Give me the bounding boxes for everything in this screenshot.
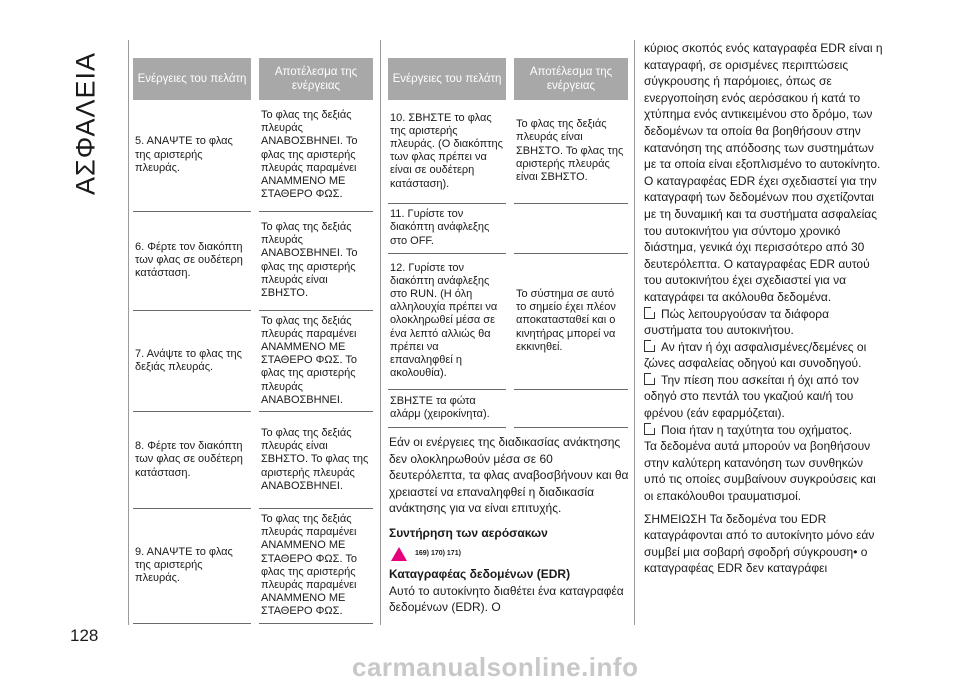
edr-description: κύριος σκοπός ενός καταγραφέα EDR είναι η καταγραφή, σε ορισμένες περιπτώσεις σύγκρουσης ή παρόμοιες, όπως σε ενεργοποίηση ενός αερόσακου ή κατά το χτύπημα ενός αντικειμένου στο δρόμο, των δεδομένων τα οποία θα βοηθήσουν στην κατανόηση της απόδοσης των συστημάτων με τα οποία είναι εξοπλισμένο το αυτοκίνητο. Ο καταγραφέας EDR έχει σχεδιαστεί για την καταγραφή των δεδομένων που σχετίζονται με τη δυναμική και τα συστήματα ασφαλείας του αυτοκινήτου για σύντομο χρονικό διάστημα, γενικά όχι περισσότερο από 30 δευτερόλεπτα. Ο καταγραφέας EDR αυτού του αυτοκινήτου έχει σχεδιαστεί για να καταγράφει τα ακόλουθα δεδομένα. bbox=[644, 41, 883, 304]
edr-bullet-item: Πώς λειτουργούσαν τα διάφορα συστήματα του αυτοκινήτου. bbox=[644, 306, 830, 338]
table-cell-result: Το φλας της δεξιάς πλευράς είναι ΣΒΗΣΤΟ. Το φλας της αριστερής πλευράς ΑΝΑΒΟΣΒΗΝΕΙ. bbox=[255, 411, 373, 508]
watermark: carmanualsonline.info bbox=[352, 652, 639, 682]
table-row bbox=[133, 411, 373, 508]
table-cell-result: Το φλας της δεξιάς πλευράς παραμένει ΑΝΑΜΜΕΝΟ ΜΕ ΣΤΑΘΕΡΟ ΦΩΣ. Το φλας της αριστερής πλευράς ΑΝΑΒΟΣΒΗΝΕΙ. bbox=[255, 310, 373, 411]
table-cell-result: Το φλας της δεξιάς πλευράς είναι ΣΒΗΣΤΟ. Το φλας της αριστερής πλευράς είναι ΣΒΗΣΤΟ. bbox=[510, 100, 628, 203]
table-row bbox=[133, 508, 373, 623]
checkbox-bullet-icon bbox=[644, 340, 655, 352]
table-cell-action: 10. ΣΒΗΣΤΕ το φλας της αριστερής πλευράς. (Ο διακόπτης των φλας πρέπει να είναι σε ουδέτερη κατάσταση). bbox=[388, 100, 510, 203]
right-column-text bbox=[644, 40, 886, 577]
table-cell-result: Το σύστημα σε αυτό το σημείο έχει πλέον αποκατασταθεί και ο κινητήρας μπορεί να εκκινηθεί. bbox=[510, 253, 628, 389]
table-row bbox=[133, 100, 373, 211]
edr-bullet-item: Ποια ήταν η ταχύτητα του οχήματος. bbox=[644, 422, 886, 439]
checkbox-bullet-icon bbox=[644, 423, 655, 435]
table-cell-action: 9. ΑΝΑΨΤΕ το φλας της αριστερής πλευράς. bbox=[133, 508, 255, 623]
table-cell-action: ΣΒΗΣΤΕ τα φώτα αλάρμ (χειροκίνητα). bbox=[388, 389, 510, 427]
table-cell-action: 12. Γυρίστε τον διακόπτη ανάφλεξης στο RUN. (Η όλη αλληλουχία πρέπει να ολοκληρωθεί μέσα σε ένα λεπτό αλλιώς θα πρέπει να επαναληφθεί η ακολουθία). bbox=[388, 253, 510, 389]
section-title: ΑΣΦΑΛΕΙΑ bbox=[70, 51, 101, 195]
table-row bbox=[388, 253, 628, 389]
table1-header-result: Αποτέλεσμα της ενέργειας bbox=[255, 58, 373, 100]
warning-reference-numbers: 169) 170) 171) bbox=[415, 549, 461, 557]
table-cell-result: Το φλας της δεξιάς πλευράς ΑΝΑΒΟΣΒΗΝΕΙ. Το φλας της αριστερής πλευράς παραμένει ΑΝΑΜΜΕΝΟ ΜΕ ΣΤΑΘΕΡΟ ΦΩΣ. bbox=[255, 100, 373, 211]
edr-note: ΣΗΜΕΙΩΣΗ Τα δεδομένα του EDR καταγράφονται από το αυτοκίνητο μόνο εάν συμβεί μια σοβαρή σφοδρή σύγκρουση• ο καταγραφέας EDR δεν καταγράφει bbox=[644, 511, 875, 576]
table-row bbox=[388, 389, 628, 427]
edr-intro: Αυτό το αυτοκίνητο διαθέτει ένα καταγραφέα δεδομένων (EDR). Ο bbox=[389, 583, 624, 615]
table-cell-result bbox=[510, 203, 628, 253]
edr-benefit-paragraph: Τα δεδομένα αυτά μπορούν να βοηθήσουν στην καλύτερη κατανόηση των συνθηκών υπό τις οποίες συμβαίνουν συγκρούσεις και οι επακόλουθοι τραυματισμοί. bbox=[644, 439, 876, 504]
left-divider bbox=[128, 40, 129, 625]
table2-header-result: Αποτέλεσμα της ενέργειας bbox=[510, 58, 628, 100]
middle-text bbox=[389, 434, 629, 616]
warning-triangle-icon bbox=[391, 547, 407, 561]
checkbox-bullet-icon bbox=[644, 373, 655, 385]
right-divider bbox=[634, 40, 635, 625]
table-row bbox=[388, 203, 628, 253]
edr-bullet-item: Την πίεση που ασκείται ή όχι από τον οδηγό στο πεντάλ του γκαζιού και/ή του φρένου (εάν εφαρμόζεται). bbox=[644, 372, 859, 421]
warning-references bbox=[391, 546, 629, 563]
table2-header-action: Ενέργειες του πελάτη bbox=[388, 58, 510, 100]
table-row bbox=[388, 100, 628, 203]
table-cell-action: 5. ΑΝΑΨΤΕ το φλας της αριστερής πλευράς. bbox=[133, 100, 255, 211]
edr-bullet-item: Αν ήταν ή όχι ασφαλισμένες/δεμένες οι ζώνες ασφαλείας οδηγού και συνοδηγού. bbox=[644, 339, 867, 371]
recovery-note-paragraph: Εάν οι ενέργειες της διαδικασίας ανάκτησης δεν ολοκληρωθούν μέσα σε 60 δευτερόλεπτα, τα φλας αναβοσβήνουν και θα χρειαστεί να επαναληφθεί η διαδικασία ανάκτησης για να είναι επιτυχής. bbox=[389, 435, 629, 516]
middle-divider bbox=[380, 40, 381, 625]
table-cell-result: Το φλας της δεξιάς πλευράς παραμένει ΑΝΑΜΜΕΝΟ ΜΕ ΣΤΑΘΕΡΟ ΦΩΣ. Το φλας της αριστερής πλευράς παραμένει ΑΝΑΜΜΕΝΟ ΜΕ ΣΤΑΘΕΡΟ ΦΩΣ. bbox=[255, 508, 373, 623]
table-cell-result: Το φλας της δεξιάς πλευράς ΑΝΑΒΟΣΒΗΝΕΙ. Το φλας της αριστερής πλευράς είναι ΣΒΗΣΤΟ. bbox=[255, 211, 373, 310]
table-cell-action: 7. Ανάψτε το φλας της δεξιάς πλευράς. bbox=[133, 310, 255, 411]
table-cell-action: 8. Φέρτε τον διακόπτη των φλας σε ουδέτερη κατάσταση. bbox=[133, 411, 255, 508]
table-cell-action: 11. Γυρίστε τον διακόπτη ανάφλεξης στο OFF. bbox=[388, 203, 510, 253]
edr-heading: Καταγραφέας δεδομένων (EDR) bbox=[389, 567, 571, 582]
table1-header-action: Ενέργειες του πελάτη bbox=[133, 58, 255, 100]
table-cell-result bbox=[510, 389, 628, 427]
checkbox-bullet-icon bbox=[644, 307, 655, 319]
table-cell-action: 6. Φέρτε τον διακόπτη των φλας σε ουδέτερη κατάσταση. bbox=[133, 211, 255, 310]
airbag-maintenance-heading: Συντήρηση των αερόσακων bbox=[389, 525, 548, 540]
procedure-table-2 bbox=[388, 58, 628, 428]
table-row bbox=[133, 310, 373, 411]
procedure-table-1 bbox=[133, 58, 373, 624]
page-number: 128 bbox=[70, 626, 99, 645]
table-row bbox=[133, 211, 373, 310]
